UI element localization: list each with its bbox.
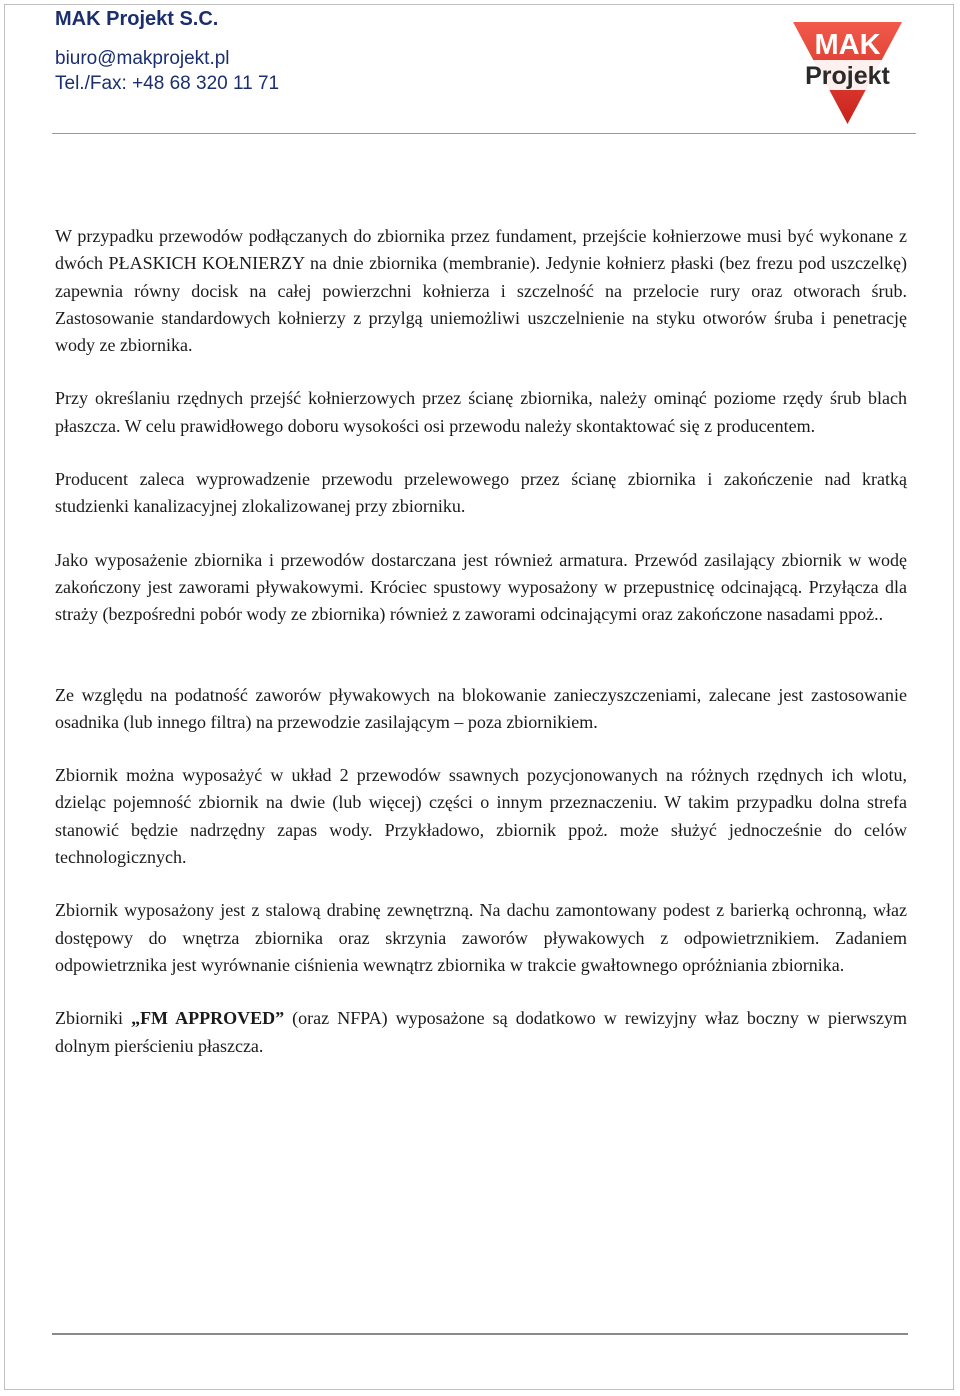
company-name: MAK Projekt S.C. (55, 8, 219, 30)
fm-text-start: Zbiorniki (55, 1008, 132, 1029)
mak-projekt-logo-icon (785, 16, 910, 128)
paragraph-fm-approved (55, 1005, 907, 1060)
paragraph-fittings: Jako wyposażenie zbiornika i przewodów dostarczana jest również armatura. Przewód zasilający zbiornik w wodę zakończony jest zaworami pływakowymi. Króciec spustowy wyposażony w przepustnicę odcinającą. Przyłącza dla straży (bezpośredni pobór wody ze zbiornika) również z zaworami odcinającymi oraz zakończone nasadami ppoż.. (55, 549, 907, 625)
paragraph-overflow-pipe: Producent zaleca wyprowadzenie przewodu przelewowego przez ścianę zbiornika i zakończenie nad kratką studzienki kanalizacyjnej zlokalizowanej przy zbiorniku. (55, 469, 907, 517)
paragraph-flange-heights: Przy określaniu rzędnych przejść kołnierzowych przez ścianę zbiornika, należy ominąć poziome rzędy śrub blach płaszcza. W celu prawidłowego doboru wysokości osi przewodu należy skontaktować się z producentem. (55, 388, 907, 436)
paragraph-ladder-roof: Zbiornik wyposażony jest z stalową drabinę zewnętrzną. Na dachu zamontowany podest z barierką ochronną, właz dostępowy do wnętrza zbiornika oraz skrzynia zaworów pływakowych z odpowietrznikiem. Zadaniem odpowietrznika jest wyrównanie ciśnienia wewnątrz zbiornika w trakcie gwałtownego opróżniania zbiornika. (55, 900, 907, 975)
header-divider (52, 133, 916, 134)
fm-text-end: (oraz NFPA) wyposażone są dodatkowo w rewizyjny właz boczny w pierwszym dolnym pierścieniu płaszcza. (55, 1008, 907, 1056)
fm-approved-label: „FM APPROVED” (131, 1008, 285, 1029)
company-phone: Tel./Fax: +48 68 320 11 71 (55, 73, 280, 94)
document-body (55, 223, 907, 1060)
logo-text-projekt: Projekt (805, 62, 890, 90)
paragraph-suction-pipes: Zbiornik można wyposażyć w układ 2 przewodów ssawnych pozycjonowanych na różnych rzędnych ich wlotu, dzieląc pojemność zbiornik na dwie (lub więcej) części o innym przeznaczeniu. W takim przypadku dolna strefa stanowić będzie nadrzędny zapas wody. Przykładowo, zbiornik ppoż. może służyć jednocześnie do celów technologicznych. (55, 765, 907, 868)
logo-text-mak: MAK (814, 29, 881, 61)
footer-divider (52, 1333, 908, 1335)
company-email: biuro@makprojekt.pl (55, 48, 230, 69)
paragraph-flange-connections: W przypadku przewodów podłączanych do zbiornika przez fundament, przejście kołnierzowe musi być wykonane z dwóch PŁASKICH KOŁNIERZY na dnie zbiornika (membranie). Jedynie kołnierz płaski (bez frezu pod uszczelkę) zapewnia równy docisk na całej powierzchni kołnierza i szczelność na przelocie rury oraz otworach śrub. Zastosowanie standardowych kołnierzy z przylgą uniemożliwi uszczelnienie na styku otworów śruba i penetrację wody ze zbiornika. (55, 226, 907, 356)
paragraph-settler: Ze względu na podatność zaworów pływakowych na blokowanie zanieczyszczeniami, zalecane jest zastosowanie osadnika (lub innego filtra) na przewodzie zasilającym – poza zbiornikiem. (55, 684, 907, 732)
